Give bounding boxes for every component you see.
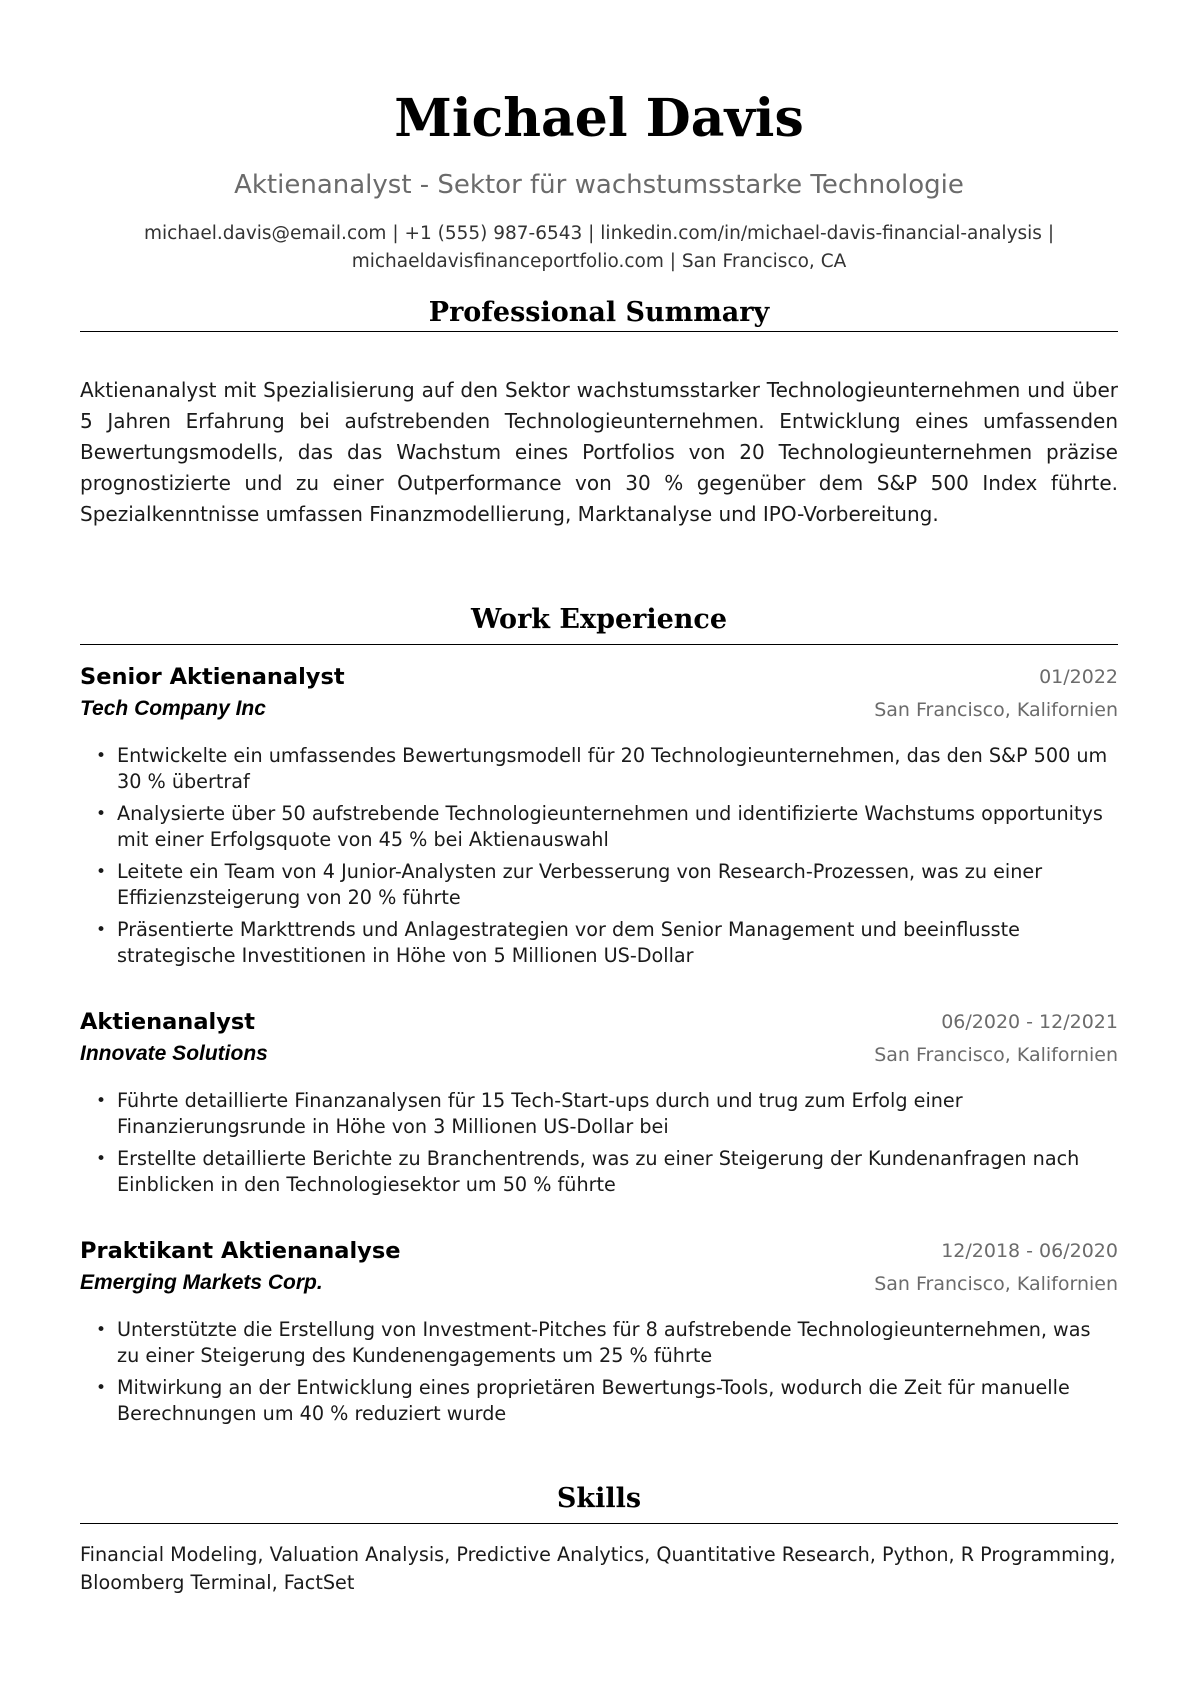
experience-divider <box>80 644 1118 645</box>
candidate-name: Michael Davis <box>394 88 804 149</box>
job-date: 06/2020 - 12/2021 <box>941 1011 1118 1033</box>
job-entry <box>80 1235 1118 1433</box>
job-company: Tech Company Inc <box>80 697 266 720</box>
contact-info <box>100 220 1098 276</box>
job-company: Emerging Markets Corp. <box>80 1271 323 1294</box>
job-header <box>80 1006 1118 1074</box>
job-entry <box>80 661 1118 975</box>
skills-divider <box>80 1523 1118 1524</box>
bullet-item: • Leitete ein Team von 4 Junior-Analysten zur Verbesserung von Research-Prozessen, was zu einer Effizienzsteigerung von 20 % führte <box>80 859 1118 911</box>
summary-text: Aktienanalyst mit Spezialisierung auf den Sektor wachstumsstarker Technologieunternehmen und über 5 Jahren Erfahrung bei aufstrebenden Technologieunternehmen. Entwicklung eines umfassenden Bewertungsmodells, das das Wachstum eines Portfolios von 20 Technologieunternehmen präzise prognostizierte und zu einer Outperformance von 30 % gegenüber dem S&P 500 Index führte. Spezialkenntnisse umfassen Finanzmodellierung, Marktanalyse und IPO-Vorbereitung. <box>80 378 1118 526</box>
job-role: Senior Aktienanalyst <box>80 664 345 690</box>
job-date: 01/2022 <box>1039 666 1118 688</box>
job-entry <box>80 1006 1118 1204</box>
job-role: Praktikant Aktienanalyse <box>80 1238 401 1264</box>
job-header <box>80 661 1118 729</box>
contact-line-1: michael.davis@email.com | +1 (555) 987-6543 | linkedin.com/in/michael-davis-financial-analysis | <box>143 223 1055 244</box>
job-location: San Francisco, Kalifornien <box>874 1273 1118 1295</box>
contact-line-2: michaeldavisfinanceportfolio.com | San Francisco, CA <box>351 251 847 272</box>
bullet-item: • Entwickelte ein umfassendes Bewertungsmodell für 20 Technologieunternehmen, das den S&P 500 um 30 % übertraf <box>80 743 1118 795</box>
job-bullets <box>80 743 1118 969</box>
candidate-title: Aktienanalyst - Sektor für wachstumsstarke Technologie <box>234 170 964 200</box>
bullet-item: • Unterstützte die Erstellung von Investment-Pitches für 8 aufstrebende Technologieunternehmen, was zu einer Steigerung des Kundenengagements um 25 % führte <box>80 1317 1118 1369</box>
job-company: Innovate Solutions <box>80 1042 268 1065</box>
experience-heading: Work Experience <box>470 604 728 635</box>
bullet-item: • Führte detaillierte Finanzanalysen für 15 Tech-Start-ups durch und trug zum Erfolg einer Finanzierungsrunde in Höhe von 3 Millionen US-Dollar bei <box>80 1088 1118 1140</box>
job-location: San Francisco, Kalifornien <box>874 1044 1118 1066</box>
skills-text: Financial Modeling, Valuation Analysis, Predictive Analytics, Quantitative Research, Python, R Programming, Bloomberg Terminal, FactSet <box>80 1543 1116 1594</box>
bullet-item: • Präsentierte Markttrends und Anlagestrategien vor dem Senior Management und beeinflusste strategische Investitionen in Höhe von 5 Millionen US-Dollar <box>80 917 1118 969</box>
job-date: 12/2018 - 06/2020 <box>941 1240 1118 1262</box>
bullet-item: • Erstellte detaillierte Berichte zu Branchentrends, was zu einer Steigerung der Kundenanfragen nach Einblicken in den Technologiesektor um 50 % führte <box>80 1146 1118 1198</box>
summary-heading: Professional Summary <box>428 297 770 328</box>
job-bullets <box>80 1088 1118 1198</box>
job-bullets <box>80 1317 1118 1427</box>
bullet-item: • Mitwirkung an der Entwicklung eines proprietären Bewertungs-Tools, wodurch die Zeit für manuelle Berechnungen um 40 % reduziert wurde <box>80 1375 1118 1427</box>
job-role: Aktienanalyst <box>80 1009 256 1035</box>
skills-heading: Skills <box>556 1483 642 1514</box>
bullet-item: • Analysierte über 50 aufstrebende Technologieunternehmen und identifizierte Wachstums opportunitys mit einer Erfolgsquote von 45 % bei Aktienauswahl <box>80 801 1118 853</box>
job-location: San Francisco, Kalifornien <box>874 699 1118 721</box>
summary-divider <box>80 331 1118 332</box>
job-header <box>80 1235 1118 1303</box>
